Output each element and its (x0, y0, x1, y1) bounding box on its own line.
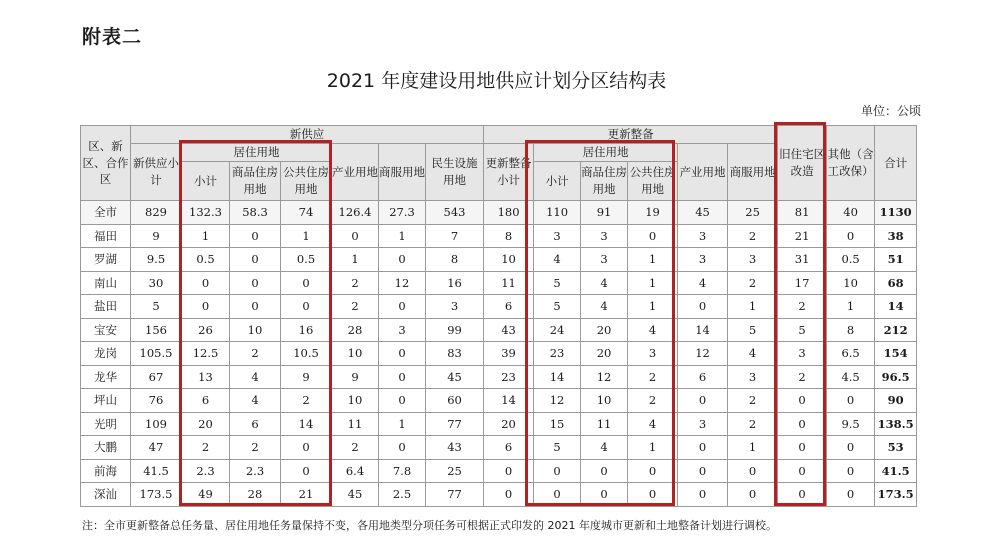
region-cell: 龙岗 (81, 342, 131, 366)
value-cell: 0 (678, 483, 728, 507)
region-cell: 宝安 (81, 318, 131, 342)
value-cell: 0 (379, 342, 426, 366)
value-cell: 58.3 (230, 201, 281, 225)
table-row (81, 342, 917, 366)
value-cell: 45 (332, 483, 379, 507)
value-cell: 0 (230, 248, 281, 272)
value-cell: 12 (379, 271, 426, 295)
table-row (81, 201, 917, 225)
value-cell: 1 (827, 295, 875, 319)
value-cell: 0 (230, 271, 281, 295)
value-cell: 11 (581, 412, 628, 436)
value-cell: 7 (426, 224, 484, 248)
value-cell: 1 (628, 271, 678, 295)
header-res-subtotal: 小计 (182, 162, 230, 201)
value-cell: 15 (534, 412, 581, 436)
value-cell: 27.3 (379, 201, 426, 225)
value-cell: 3 (379, 318, 426, 342)
value-cell: 0 (484, 483, 534, 507)
table-title: 2021 年度建设用地供应计划分区结构表 (326, 70, 667, 92)
total-cell: 173.5 (875, 483, 917, 507)
total-cell: 90 (875, 389, 917, 413)
value-cell: 1 (728, 436, 778, 460)
value-cell: 1 (332, 248, 379, 272)
value-cell: 4 (728, 342, 778, 366)
value-cell: 0 (827, 483, 875, 507)
value-cell: 74 (281, 201, 332, 225)
header-new-supply: 新供应 (131, 126, 484, 144)
value-cell: 77 (426, 412, 484, 436)
header-old-housing: 旧住宅区改造 (778, 126, 827, 201)
value-cell: 2 (778, 295, 827, 319)
value-cell: 21 (778, 224, 827, 248)
value-cell: 60 (426, 389, 484, 413)
header-renewal-public-res: 公共住房用地 (628, 162, 678, 201)
value-cell: 99 (426, 318, 484, 342)
value-cell: 3 (728, 365, 778, 389)
value-cell: 23 (534, 342, 581, 366)
value-cell: 543 (426, 201, 484, 225)
value-cell: 3 (678, 412, 728, 436)
value-cell: 2 (332, 295, 379, 319)
value-cell: 2 (728, 412, 778, 436)
value-cell: 0 (628, 224, 678, 248)
value-cell: 2 (778, 365, 827, 389)
value-cell: 3 (778, 342, 827, 366)
value-cell: 2 (230, 342, 281, 366)
value-cell: 109 (131, 412, 182, 436)
total-cell: 38 (875, 224, 917, 248)
header-renewal-commercial-res: 商品住房用地 (581, 162, 628, 201)
value-cell: 180 (484, 201, 534, 225)
total-cell: 212 (875, 318, 917, 342)
value-cell: 6 (182, 389, 230, 413)
total-cell: 68 (875, 271, 917, 295)
value-cell: 5 (534, 295, 581, 319)
value-cell: 16 (281, 318, 332, 342)
value-cell: 2 (628, 365, 678, 389)
value-cell: 26 (182, 318, 230, 342)
table-row (81, 248, 917, 272)
value-cell: 0 (379, 389, 426, 413)
value-cell: 10 (484, 248, 534, 272)
value-cell: 28 (332, 318, 379, 342)
value-cell: 1 (728, 295, 778, 319)
value-cell: 6 (484, 295, 534, 319)
value-cell: 5 (131, 295, 182, 319)
region-cell: 南山 (81, 271, 131, 295)
total-cell: 14 (875, 295, 917, 319)
region-cell: 盐田 (81, 295, 131, 319)
value-cell: 10.5 (281, 342, 332, 366)
value-cell: 23 (484, 365, 534, 389)
value-cell: 2 (728, 271, 778, 295)
table-body (81, 201, 917, 507)
header-total: 合计 (875, 126, 917, 201)
header-renewal-res-subtotal: 小计 (534, 162, 581, 201)
value-cell: 1 (281, 224, 332, 248)
value-cell: 19 (628, 201, 678, 225)
header-renewal-business: 商服用地 (728, 144, 778, 201)
value-cell: 81 (778, 201, 827, 225)
value-cell: 4 (581, 436, 628, 460)
appendix-label: 附表二 (82, 26, 143, 48)
value-cell: 47 (131, 436, 182, 460)
value-cell: 0.5 (281, 248, 332, 272)
value-cell: 0 (281, 459, 332, 483)
value-cell: 0 (534, 459, 581, 483)
value-cell: 83 (426, 342, 484, 366)
value-cell: 11 (484, 271, 534, 295)
value-cell: 41.5 (131, 459, 182, 483)
value-cell: 25 (728, 201, 778, 225)
value-cell: 45 (426, 365, 484, 389)
value-cell: 156 (131, 318, 182, 342)
value-cell: 14 (534, 365, 581, 389)
header-commercial-res: 商品住房用地 (230, 162, 281, 201)
header-industrial: 产业用地 (332, 144, 379, 201)
value-cell: 12 (534, 389, 581, 413)
value-cell: 2 (230, 436, 281, 460)
value-cell: 45 (678, 201, 728, 225)
value-cell: 2 (728, 389, 778, 413)
value-cell: 2 (182, 436, 230, 460)
value-cell: 43 (484, 318, 534, 342)
value-cell: 3 (678, 248, 728, 272)
value-cell: 7.8 (379, 459, 426, 483)
value-cell: 12 (678, 342, 728, 366)
value-cell: 1 (182, 224, 230, 248)
value-cell: 4 (628, 412, 678, 436)
value-cell: 132.3 (182, 201, 230, 225)
value-cell: 4 (534, 248, 581, 272)
value-cell: 0 (581, 483, 628, 507)
value-cell: 9 (281, 365, 332, 389)
value-cell: 0 (230, 224, 281, 248)
value-cell: 6.5 (827, 342, 875, 366)
region-cell: 光明 (81, 412, 131, 436)
value-cell: 6.4 (332, 459, 379, 483)
region-cell: 深汕 (81, 483, 131, 507)
value-cell: 25 (426, 459, 484, 483)
value-cell: 10 (581, 389, 628, 413)
value-cell: 2.5 (379, 483, 426, 507)
value-cell: 0 (827, 389, 875, 413)
value-cell: 0.5 (827, 248, 875, 272)
value-cell: 3 (426, 295, 484, 319)
value-cell: 5 (534, 436, 581, 460)
value-cell: 67 (131, 365, 182, 389)
value-cell: 0 (778, 436, 827, 460)
value-cell: 0 (581, 459, 628, 483)
value-cell: 40 (827, 201, 875, 225)
value-cell: 2 (281, 389, 332, 413)
value-cell: 0 (628, 459, 678, 483)
table-row (81, 224, 917, 248)
total-cell: 1130 (875, 201, 917, 225)
value-cell: 2 (332, 436, 379, 460)
value-cell: 0 (534, 483, 581, 507)
value-cell: 8 (827, 318, 875, 342)
value-cell: 91 (581, 201, 628, 225)
value-cell: 0 (778, 389, 827, 413)
header-renewal-total: 更新整备小计 (484, 144, 534, 201)
value-cell: 3 (534, 224, 581, 248)
value-cell: 0 (827, 459, 875, 483)
value-cell: 6 (230, 412, 281, 436)
value-cell: 9.5 (827, 412, 875, 436)
value-cell: 17 (778, 271, 827, 295)
value-cell: 2.3 (230, 459, 281, 483)
value-cell: 0 (628, 483, 678, 507)
value-cell: 0 (827, 224, 875, 248)
value-cell: 0 (678, 295, 728, 319)
region-cell: 龙华 (81, 365, 131, 389)
value-cell: 0 (182, 295, 230, 319)
header-business: 商服用地 (379, 144, 426, 201)
value-cell: 0 (827, 436, 875, 460)
value-cell: 126.4 (332, 201, 379, 225)
value-cell: 0 (484, 459, 534, 483)
value-cell: 0 (778, 412, 827, 436)
value-cell: 6 (678, 365, 728, 389)
region-cell: 大鹏 (81, 436, 131, 460)
value-cell: 20 (484, 412, 534, 436)
table-row (81, 483, 917, 507)
value-cell: 10 (332, 342, 379, 366)
value-cell: 31 (778, 248, 827, 272)
value-cell: 0 (678, 436, 728, 460)
value-cell: 4.5 (827, 365, 875, 389)
region-cell: 全市 (81, 201, 131, 225)
value-cell: 0 (778, 459, 827, 483)
value-cell: 77 (426, 483, 484, 507)
value-cell: 2 (728, 224, 778, 248)
value-cell: 39 (484, 342, 534, 366)
value-cell: 4 (628, 318, 678, 342)
value-cell: 0 (281, 271, 332, 295)
value-cell: 1 (628, 295, 678, 319)
value-cell: 3 (728, 248, 778, 272)
value-cell: 4 (581, 271, 628, 295)
value-cell: 21 (281, 483, 332, 507)
value-cell: 4 (581, 295, 628, 319)
total-cell: 96.5 (875, 365, 917, 389)
value-cell: 2.3 (182, 459, 230, 483)
value-cell: 173.5 (131, 483, 182, 507)
value-cell: 0 (678, 459, 728, 483)
value-cell: 5 (728, 318, 778, 342)
value-cell: 11 (332, 412, 379, 436)
table-row (81, 412, 917, 436)
value-cell: 0 (778, 483, 827, 507)
value-cell: 14 (484, 389, 534, 413)
header-residential: 居住用地 (182, 144, 332, 162)
value-cell: 0 (379, 295, 426, 319)
header-renewal-industrial: 产业用地 (678, 144, 728, 201)
region-cell: 坪山 (81, 389, 131, 413)
value-cell: 2 (628, 389, 678, 413)
header-public-res: 公共住房用地 (281, 162, 332, 201)
value-cell: 20 (581, 318, 628, 342)
total-cell: 53 (875, 436, 917, 460)
header-renewal-residential: 居住用地 (534, 144, 678, 162)
table-row (81, 365, 917, 389)
table-row (81, 459, 917, 483)
value-cell: 12.5 (182, 342, 230, 366)
value-cell: 28 (230, 483, 281, 507)
value-cell: 76 (131, 389, 182, 413)
value-cell: 13 (182, 365, 230, 389)
value-cell: 3 (581, 248, 628, 272)
value-cell: 9 (332, 365, 379, 389)
value-cell: 6 (484, 436, 534, 460)
value-cell: 0 (182, 271, 230, 295)
total-cell: 51 (875, 248, 917, 272)
value-cell: 10 (827, 271, 875, 295)
value-cell: 0 (281, 295, 332, 319)
region-cell: 前海 (81, 459, 131, 483)
value-cell: 829 (131, 201, 182, 225)
value-cell: 3 (678, 224, 728, 248)
value-cell: 0.5 (182, 248, 230, 272)
value-cell: 0 (379, 365, 426, 389)
header-new-supply-total: 新供应小计 (131, 144, 182, 201)
total-cell: 154 (875, 342, 917, 366)
value-cell: 8 (426, 248, 484, 272)
value-cell: 24 (534, 318, 581, 342)
header-livelihood: 民生设施用地 (426, 144, 484, 201)
region-cell: 福田 (81, 224, 131, 248)
table-note: 注：全市更新整备总任务量、居住用地任务量保持不变，各用地类型分项任务可根据正式印发的 2021 年度城市更新和土地整备计划进行调校。 (82, 519, 777, 532)
value-cell: 3 (581, 224, 628, 248)
table-row (81, 389, 917, 413)
land-supply-table (80, 125, 917, 507)
value-cell: 8 (484, 224, 534, 248)
header-other: 其他（含工改保） (827, 126, 875, 201)
value-cell: 5 (534, 271, 581, 295)
table-row (81, 271, 917, 295)
value-cell: 12 (581, 365, 628, 389)
value-cell: 1 (628, 436, 678, 460)
value-cell: 10 (230, 318, 281, 342)
value-cell: 14 (678, 318, 728, 342)
header-region: 区、新区、合作区 (81, 126, 131, 201)
value-cell: 0 (230, 295, 281, 319)
value-cell: 5 (778, 318, 827, 342)
header-renewal: 更新整备 (484, 126, 778, 144)
value-cell: 4 (230, 389, 281, 413)
value-cell: 0 (728, 459, 778, 483)
total-cell: 138.5 (875, 412, 917, 436)
value-cell: 10 (332, 389, 379, 413)
value-cell: 9 (131, 224, 182, 248)
value-cell: 110 (534, 201, 581, 225)
value-cell: 1 (379, 412, 426, 436)
table-row (81, 318, 917, 342)
value-cell: 0 (678, 389, 728, 413)
table-row (81, 436, 917, 460)
value-cell: 30 (131, 271, 182, 295)
value-cell: 2 (332, 271, 379, 295)
value-cell: 105.5 (131, 342, 182, 366)
region-cell: 罗湖 (81, 248, 131, 272)
value-cell: 20 (581, 342, 628, 366)
value-cell: 0 (728, 483, 778, 507)
value-cell: 0 (379, 248, 426, 272)
value-cell: 9.5 (131, 248, 182, 272)
value-cell: 20 (182, 412, 230, 436)
unit-label: 单位：公顷 (860, 104, 921, 118)
value-cell: 1 (379, 224, 426, 248)
value-cell: 4 (230, 365, 281, 389)
value-cell: 1 (628, 248, 678, 272)
value-cell: 49 (182, 483, 230, 507)
value-cell: 14 (281, 412, 332, 436)
value-cell: 4 (678, 271, 728, 295)
value-cell: 43 (426, 436, 484, 460)
value-cell: 16 (426, 271, 484, 295)
value-cell: 0 (332, 224, 379, 248)
value-cell: 3 (628, 342, 678, 366)
value-cell: 0 (281, 436, 332, 460)
value-cell: 0 (379, 436, 426, 460)
total-cell: 41.5 (875, 459, 917, 483)
table-row (81, 295, 917, 319)
